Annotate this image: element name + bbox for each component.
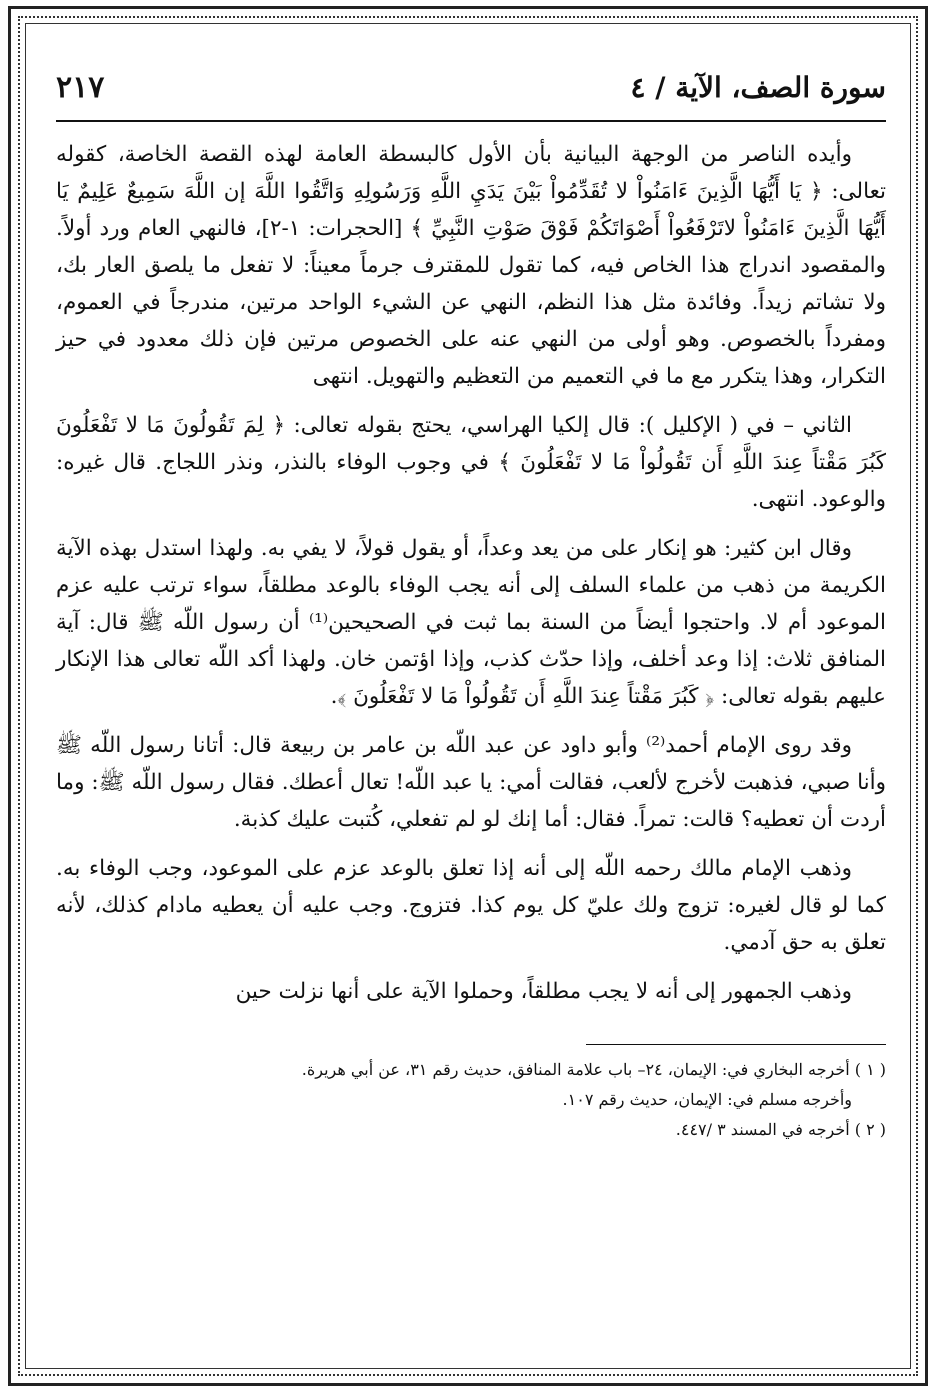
- paragraph: وذهب الجمهور إلى أنه لا يجب مطلقاً، وحملوا الآية على أنها نزلت حين: [235, 979, 852, 1004]
- page-number: ٢١٧: [56, 70, 105, 105]
- running-title: سورة الصف، الآية / ٤: [630, 71, 886, 104]
- paragraph: وأيده الناصر من الوجهة البيانية بأن الأول كالبسطة العامة لهذه القصة الخاصة، كقوله تعالى: ﴿ يَا أَيُّهَا الَّذِينَ ءَامَنُواْ لا تُقَدِّمُواْ بَيْنَ يَدَيِ اللَّهِ وَرَسُولِهِ وَاتَّقُوا اللَّهَ إن اللَّهَ سَمِيعٌ عَلِيمٌ يَا أَيُّهَا الَّذِينَ ءَامَنُواْ لاتَرْفَعُواْ أَصْوَاتَكُمْ فَوْقَ صَوْتِ النَّبِيِّ ﴾ [الحجرات: ١-٢]، فالنهي العام ورد أولاً. والمقصود اندراج هذا الخاص فيه، كما تقول للمقترف جرماً معيناً: لا تفعل ما يلصق العار بك، ولا تشاتم زيداً. وفائدة مثل هذا النظم، النهي عن الشيء الواحد مرتين، مندرجاً في العموم، ومفرداً بالخصوص. وهو أولى من النهي عنه على الخصوص مرتين فإن ذلك معدود في حيز التكرار، وهذا يتكرر مع ما في التعميم من التعظيم والتهويل. انتهى: [56, 142, 886, 389]
- page-header: [56, 70, 886, 122]
- paragraph: وقد روى الإمام أحمد⁽²⁾ وأبو داود عن عبد اللّه بن عامر بن ربيعة قال: أتانا رسول اللّه ﷺ وأنا صبي، فذهبت لأخرج لألعب، فقالت أمي: يا عبد اللّه! تعال أعطك. فقال رسول اللّه ﷺ: وما أردت أن تعطيه؟ قالت: تمراً. فقال: أما إنك لو لم تفعلي، كُتبت عليك كذبة.: [56, 733, 886, 832]
- paragraph: الثاني – في ( الإكليل ): قال إلكيا الهراسي، يحتج بقوله تعالى: ﴿ لِمَ تَقُولُونَ مَا لا تَفْعَلُونَ كَبُرَ مَقْتاً عِندَ اللَّهِ أَن تَقُولُواْ مَا لا تَفْعَلُونَ ﴾ في وجوب الوفاء بالنذر، ونذر اللجاج. قال غيره: والوعود. انتهى.: [56, 413, 886, 512]
- main-text: [56, 136, 886, 1010]
- footnotes: [56, 1055, 886, 1145]
- footnote: ( ١ ) أخرجه البخاري في: الإيمان، ٢٤– باب علامة المنافق، حديث رقم ٣١، عن أبي هريرة.: [301, 1060, 886, 1079]
- paragraph: وذهب الإمام مالك رحمه اللّه إلى أنه إذا تعلق بالوعد عزم على الموعود، وجب الوفاء به. كما لو قال لغيره: تزوج ولك عليّ كل يوم كذا. فتزوج. وجب عليه أن يعطيه مادام كذلك، لأنه تعلق به حق آدمي.: [56, 856, 886, 955]
- footnote-divider: [586, 1044, 886, 1045]
- footnote: وأخرجه مسلم في: الإيمان، حديث رقم ١٠٧.: [562, 1090, 852, 1109]
- page-content: [56, 70, 886, 1145]
- footnote: ( ٢ ) أخرجه في المسند ٣ /٤٤٧.: [675, 1120, 886, 1139]
- paragraph: وقال ابن كثير: هو إنكار على من يعد وعداً، أو يقول قولاً، لا يفي به. ولهذا استدل بهذه الآية الكريمة من ذهب من علماء السلف إلى أنه يجب الوفاء بالوعد مطلقاً، سواء ترتب عليه عزم الموعود أم لا. واحتجوا أيضاً من السنة بما ثبت في الصحيحين⁽¹⁾ أن رسول اللّه ﷺ قال: آية المنافق ثلاث: إذا وعد أخلف، وإذا حدّث كذب، وإذا اؤتمن خان. ولهذا أكد اللّه تعالى هذا الإنكار عليهم بقوله تعالى: ﴿ كَبُرَ مَقْتاً عِندَ اللَّهِ أَن تَقُولُواْ مَا لا تَفْعَلُونَ ﴾.: [56, 536, 886, 709]
